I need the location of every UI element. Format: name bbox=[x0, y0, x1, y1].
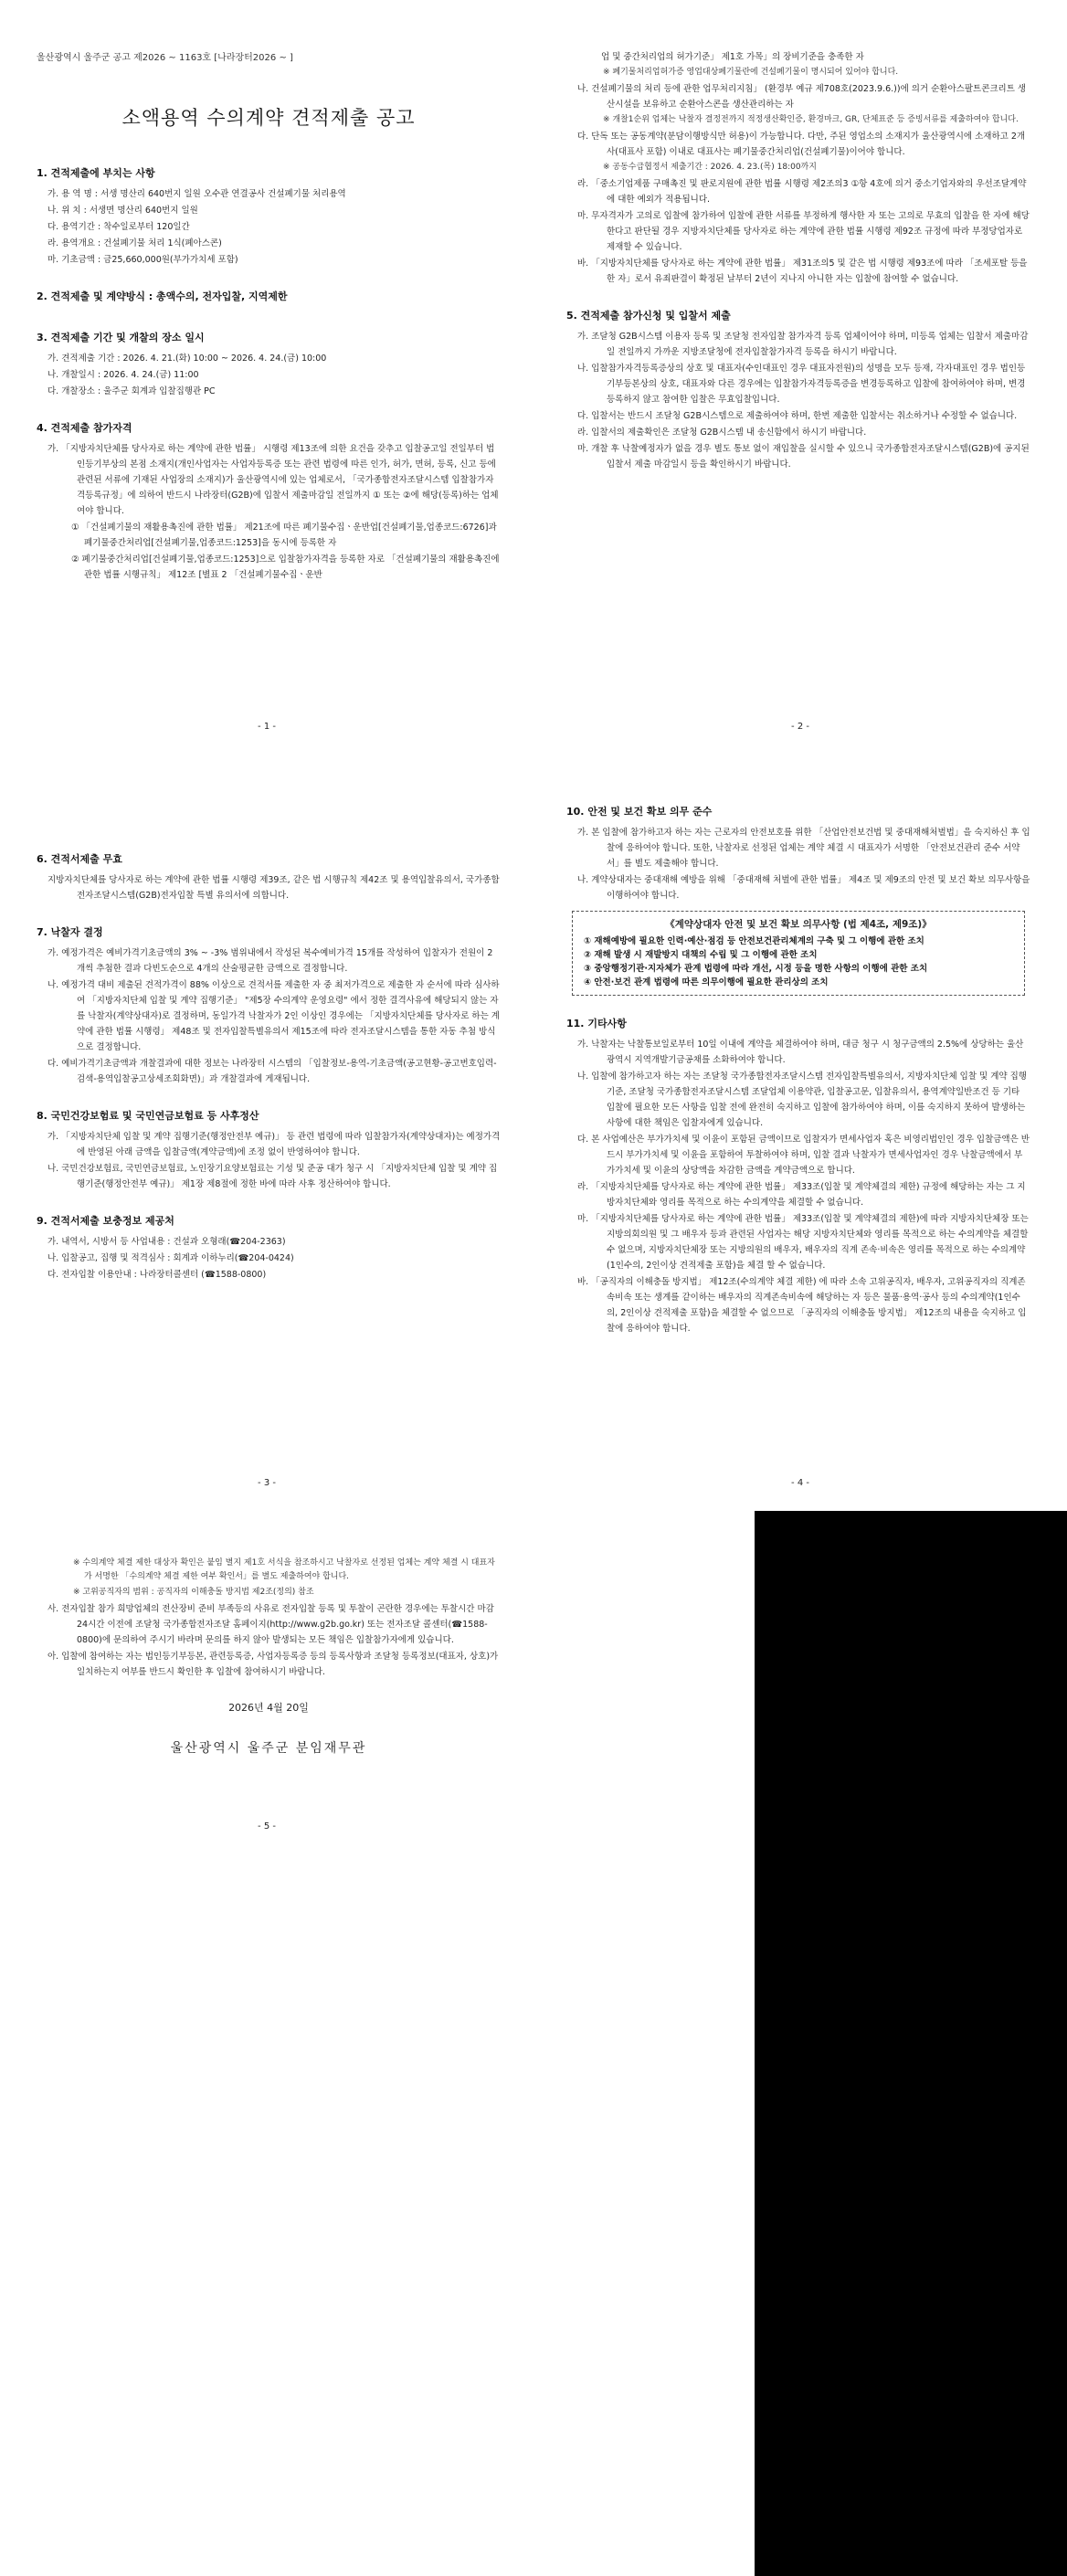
section-heading: 2. 견적제출 및 계약방식 : 총액수의, 전자입찰, 지역제한 bbox=[37, 290, 288, 302]
section-item: 다. 본 사업예산은 부가가치세 및 이윤이 포함된 금액이므로 입찰자가 면세사업자 혹은 비영리법인인 경우 입찰금액은 반드시 부가가치세 및 이윤을 포함하여 투찰하여야 하며, 입찰 결과 낙찰자가 면세사업자인 경우 낙찰금액에서 부가가치세 및 이윤의 상당액을 차감한 금액을 계약금액으로 합니다. bbox=[577, 1135, 1030, 1176]
section-item: 나. 입찰참가자격등록증상의 상호 및 대표자(수인대표인 경우 대표자전원)의 성명을 모두 등재, 각자대표인 경우 법인등기부등본상의 상호, 대표자와 다른 경우에는 입찰참가자격등록증을 변경등록하고 입찰에 참여하여야 하며, 변경등록하지 않고 참여한 입찰은 무효입찰입니다. bbox=[577, 364, 1026, 405]
section-item: 다. 입찰서는 반드시 조달청 G2B시스템으로 제출하여야 하며, 한번 제출한 입찰서는 취소하거나 수정할 수 없습니다. bbox=[577, 411, 1018, 421]
section-item: 지방자치단체를 당사자로 하는 계약에 관한 법률 시행령 제39조, 같은 법 시행규칙 제42조 및 용역입찰유의서, 국가종합전자조달시스템(G2B)전자입찰 특별 유의서에 의합니다. bbox=[48, 875, 500, 901]
document-page-5 bbox=[0, 1522, 534, 2576]
safety-obligations-box bbox=[572, 911, 1025, 996]
box-line: ③ 중앙행정기관·지자체가 관계 법령에 따라 개선, 시정 등을 명한 사항의 이행에 관한 조치 bbox=[584, 964, 928, 974]
section-heading: 5. 견적제출 참가신청 및 입찰서 제출 bbox=[566, 310, 731, 322]
section-item: 다. 예비가격기초금액과 개찰결과에 대한 정보는 나라장터 시스템의 「입찰정보-용역-기초금액(공고현황-공고번호입력-검색-용역입찰공고상세조회화면)」과 개찰결과에 게재됩니다. bbox=[48, 1059, 497, 1084]
section-item: 아. 입찰에 참여하는 자는 법인등기부등본, 관련등록증, 사업자등록증 등의 등록사항과 조달청 등록정보(대표자, 상호)가 일치하는지 여부를 반드시 확인한 후 입찰에 참여하시기 바랍니다. bbox=[48, 1652, 499, 1677]
section-subitem: ① 「건설폐기물의 재활용촉진에 관한 법률」 제21조에 따른 폐기물수집ㆍ운반업[건설폐기물,업종코드:6726]과 폐기물중간처리업[건설폐기물,업종코드:1253]을 동시에 등록한 자 bbox=[71, 523, 497, 548]
section-item: 바. 「지방자치단체를 당사자로 하는 계약에 관한 법률」 제31조의5 및 같은 법 시행령 제93조에 따라 「조세포탈 등을 한 자」로서 유죄판결이 확정된 날부터 2년이 지나지 아니한 자는 입찰에 참여할 수 없습니다. bbox=[577, 259, 1028, 284]
section-item: 바. 「공직자의 이해충돌 방지법」 제12조(수의계약 체결 제한) 에 따라 소속 고위공직자, 배우자, 고위공직자의 직계존속비속 또는 생계를 같이하는 배우자의 직계존속비속에 해당하는 자 등은 물품·용역·공사 등의 수의계약(1인수의, 2인이상 견적제출 포함)을 체결할 수 없으므로 「공직자의 이해충돌 방지법」 제12조의 내용을 숙지하고 입찰에 응하여야 합니다. bbox=[577, 1277, 1027, 1334]
section-heading: 11. 기타사항 bbox=[566, 1018, 627, 1029]
section-item: 라. 「지방자치단체를 당사자로 하는 계약에 관한 법률」 제33조(입찰 및 계약체결의 제한) 규정에 해당하는 자는 그 지방자치단체와 영리를 목적으로 하는 수의계약을 체결할 수 없습니다. bbox=[577, 1182, 1026, 1208]
section-item: 라. 용역개요 : 건설폐기물 처리 1식(폐아스콘) bbox=[48, 238, 222, 248]
section-heading: 10. 안전 및 보건 확보 의무 준수 bbox=[566, 806, 713, 818]
empty-area bbox=[755, 1511, 1067, 2576]
section-item: 마. 기초금액 : 금25,660,000원(부가가치세 포함) bbox=[48, 255, 238, 265]
section-subitem: 업 및 중간처리업의 허가기준」 제1호 가목」의 장비기준을 충족한 자 bbox=[601, 52, 864, 62]
section-item: 마. 「지방자치단체를 당사자로 하는 계약에 관한 법률」 제33조(입찰 및 계약체결의 제한)에 따라 지방자치단체장 또는 지방의회의원 및 그 배우자 등과 관련된 사업자는 해당 지방자치단체와 영리를 목적으로 하는 수의계약을 체결할 수 없으며, 지방자치단체장 또는 지방의원의 배우자, 배우자의 직계 존속·비속은 영리를 목적으로 하는 수의계약(1인수의, 2인이상 견적제출 포함)을 체결 할 수 없습니다. bbox=[577, 1214, 1029, 1271]
section-item: 사. 전자입찰 참가 희망업체의 전산장비 준비 부족등의 사유로 전자입찰 등록 및 투찰이 곤란한 경우에는 투찰시간 마감 24시간 이전에 조달청 국가종합전자조달 홈페이지(http://www.g2b.go.kr) 또는 전자조달 콜센터(☎1588-0800)에 문의하여 주시기 바라며 문의를 하지 않아 발생되는 모든 책임은 입찰참가자에게 있습니다. bbox=[48, 1604, 494, 1645]
section-item: 가. 용 역 명 : 서생 명산리 640번지 일원 오수관 연결공사 건설폐기물 처리용역 bbox=[48, 189, 346, 199]
section-heading: 3. 견적제출 기간 및 개찰의 장소 일시 bbox=[37, 332, 205, 343]
document-page-3 bbox=[0, 804, 534, 1522]
page-number: - 1 - bbox=[258, 722, 276, 732]
section-item: 마. 무자격자가 고의로 입찰에 참가하여 입찰에 관한 서류를 부정하게 행사한 자 또는 고의로 무효의 입찰을 한 자에 해당한다고 판단될 경우 지방자치단체를 당사자로 하는 계약에 관한 법률 시행령 제92조 규정에 따라 부정당업자로 제재할 수 있습니다. bbox=[577, 211, 1030, 252]
section-item: 다. 개찰장소 : 울주군 회계과 입찰집행관 PC bbox=[48, 386, 216, 396]
section-item: 나. 국민건강보험료, 국민연금보험료, 노인장기요양보험료는 기성 및 준공 대가 청구 시 「지방자치단체 입찰 및 계약 집행기준(행정안전부 예규)」 제1장 제8절에 정한 바에 따라 사후 정산하여야 합니다. bbox=[48, 1164, 498, 1189]
section-item: 가. 「지방자치단체를 당사자로 하는 계약에 관한 법률」 시행령 제13조에 의한 요건을 갖추고 입찰공고일 전일부터 법인등기부상의 본점 소재지(개인사업자는 사업자등록증 또는 관련 법령에 따른 인가, 허가, 면허, 등록, 신고 등에 관련된 서류에 기재된 사업장의 소재지)가 울산광역시에 있는 업체로서, 「국가종합전자조달시스템 입찰참가자격등록규정」에 의하여 반드시 나라장터(G2B)에 입찰서 제출마감일 전일까지 ① 또는 ②에 해당(등록)하는 업체여야 합니다. bbox=[48, 444, 499, 516]
section-item: 가. 「지방자치단체 입찰 및 계약 집행기준(행정안전부 예규)」 등 관련 법령에 따라 입찰참가자(계약상대자)는 예정가격에 반영된 아래 금액을 입찰금액(계약금액)에 조정 없이 반영하여야 합니다. bbox=[48, 1132, 501, 1157]
document-page-2 bbox=[534, 0, 1067, 751]
section-heading: 4. 견적제출 참가자격 bbox=[37, 422, 132, 434]
section-item: 라. 입찰서의 제출확인은 조달청 G2B시스템 내 송신함에서 하시기 바랍니다. bbox=[577, 428, 867, 438]
section-item: 나. 건설폐기물의 처리 등에 관한 업무처리지침」 (환경부 예규 제708호(2023.9.6.))에 의거 순환아스팔트콘크리트 생산시설을 보유하고 순환아스콘을 생산관리하는 자 bbox=[577, 84, 1027, 110]
section-item: 다. 전자입찰 이용안내 : 나라장터콜센터 (☎1588-0800) bbox=[48, 1270, 267, 1280]
section-item: 나. 예정가격 대비 제출된 견적가격이 88% 이상으로 견적서를 제출한 자 중 최저가격으로 제출한 자 순서에 따라 심사하여 「지방자치단체 입찰 및 계약 집행기준」 "제5장 수의계약 운영요령" 에서 정한 결격사유에 해당되지 않는 자를 낙찰자(계약상대자)로 결정하며, 동일가격 낙찰자가 2인 이상인 경우에는 「지방자치단체를 당사자로 하는 계약에 관한 법률 시행령」 제48조 및 전자입찰특별유의서 제15조에 따라 전자조달시스템을 통한 자동 추첨 방식으로 결정합니다. bbox=[48, 980, 500, 1052]
document-title: 소액용역 수의계약 견적제출 공고 bbox=[121, 107, 416, 129]
section-heading: 7. 낙찰자 결정 bbox=[37, 926, 103, 938]
notice-header: 울산광역시 울주군 공고 제2026 ~ 1163호 [나라장터2026 ~ ] bbox=[37, 53, 293, 63]
section-item: 나. 입찰공고, 집행 및 적격심사 : 회계과 이하누리(☎204-0424) bbox=[48, 1253, 294, 1263]
box-line: ① 재해예방에 필요한 인력·예산·점검 등 안전보건관리체계의 구축 및 그 이행에 관한 조치 bbox=[584, 936, 924, 946]
section-heading: 6. 견적서제출 무효 bbox=[37, 853, 122, 865]
section-item: 라. 「중소기업제품 구매촉진 및 판로지원에 관한 법률 시행령 제2조의3 ①항 4호에 의거 중소기업자와의 우선조달계약에 대한 예외가 적용됩니다. bbox=[577, 179, 1027, 205]
section-heading: 1. 견적제출에 부치는 사항 bbox=[37, 167, 155, 179]
section-item: 나. 위 치 : 서생면 명산리 640번지 일원 bbox=[48, 206, 198, 216]
box-line: ② 재해 발생 시 재발방지 대책의 수립 및 그 이행에 관한 조치 bbox=[584, 950, 818, 960]
page-number: - 4 - bbox=[791, 1478, 809, 1488]
section-item: 나. 입찰에 참가하고자 하는 자는 조달청 국가종합전자조달시스템 전자입찰특별유의서, 지방자치단체 입찰 및 계약 집행기준, 조달청 국가종합전자조달시스템 조달업체 이용약관, 입찰공고문, 입찰유의서, 용역계약일반조건 등 기타 입찰에 필요한 모든 사항을 입찰 전에 완전히 숙지하고 입찰에 참가하여야 하며, 이를 숙지하지 못하여 발생하는 사항에 대한 책임은 입찰자에게 있습니다. bbox=[577, 1072, 1027, 1128]
section-item: 마. 개찰 후 낙찰예정자가 없을 경우 별도 통보 없이 재입찰을 실시할 수 있으니 국가종합전자조달시스템(G2B)에 공지된 입찰서 제출 마감일시 등을 확인하시기 바랍니다. bbox=[577, 444, 1030, 470]
page-number: - 5 - bbox=[258, 1821, 276, 1832]
section-heading: 8. 국민건강보험료 및 국민연금보험료 등 사후정산 bbox=[37, 1110, 259, 1122]
note: ※ 폐기물처리업허가증 영업대상폐기물란에 건설폐기물이 명시되어 있어야 합니다. bbox=[603, 68, 899, 77]
section-item: 다. 용역기간 : 착수일로부터 120일간 bbox=[48, 222, 190, 232]
note: ※ 고위공직자의 범위 : 공직자의 이해충돌 방지법 제2조(정의) 참조 bbox=[73, 1588, 314, 1597]
section-item: 가. 견적제출 기간 : 2026. 4. 21.(화) 10:00 ~ 2026. 4. 24.(금) 10:00 bbox=[48, 354, 327, 364]
section-item: 가. 내역서, 시방서 등 사업내용 : 건설과 오형래(☎204-2363) bbox=[48, 1237, 286, 1247]
section-item: 다. 단독 또는 공동계약(분담이행방식만 허용)이 가능합니다. 다만, 주된 영업소의 소재지가 울산광역시에 소재하고 2개사(대표사 포함) 이내로 대표사는 폐기물중간처리업(건설폐기물)이어야 합니다. bbox=[577, 132, 1026, 157]
section-item: 가. 낙찰자는 낙찰통보일로부터 10일 이내에 계약을 체결하여야 하며, 대금 청구 시 청구금액의 2.5%에 상당하는 울산광역시 지역개발기금공채를 소화하여야 합니다. bbox=[577, 1040, 1024, 1065]
note: ※ 공동수급협정서 제출기간 : 2026. 4. 23.(목) 18:00까지 bbox=[603, 163, 817, 172]
document-page-1 bbox=[0, 0, 534, 751]
issuing-agency: 울산광역시 울주군 분임재무관 bbox=[170, 1741, 367, 1756]
note: ※ 수의계약 체결 제한 대상자 확인은 붙임 별지 제1호 서식을 참조하시고 낙찰자로 선정된 업체는 계약 체결 시 대표자가 서명한 「수의계약 체결 제한 여부 확인서」를 별도 제출하여야 합니다. bbox=[73, 1558, 495, 1581]
page-number: - 2 - bbox=[791, 722, 809, 732]
section-item: 가. 본 입찰에 참가하고자 하는 자는 근로자의 안전보호를 위한 「산업안전보건법 및 중대재해처벌법」을 숙지하신 후 입찰에 응하여야 합니다. 또한, 낙찰자로 선정된 업체는 계약 체결 시 대표자가 서명한 「안전보건관리 준수 서약서」를 별도 제출해야 합니다. bbox=[577, 828, 1030, 869]
section-item: 가. 조달청 G2B시스템 이용자 등록 및 조달청 전자입찰 참가자격 등록 업체이어야 하며, 미등록 업체는 입찰서 제출마감일 전일까지 가까운 지방조달청에 전자입찰참가자격 등록을 하시기 바랍니다. bbox=[577, 332, 1029, 357]
box-line: ④ 안전·보건 관계 법령에 따른 의무이행에 필요한 관리상의 조치 bbox=[584, 977, 829, 987]
box-title: 《계약상대자 안전 및 보건 확보 의무사항 (법 제4조, 제9조)》 bbox=[665, 919, 932, 930]
note: ※ 개찰1순위 업체는 낙찰자 결정전까지 적정생산확인증, 환경마크, GR, 단체표준 등 증빙서류를 제출하여야 합니다. bbox=[603, 115, 1019, 124]
section-item: 가. 예정가격은 예비가격기초금액의 3% ~ -3% 범위내에서 작성된 복수예비가격 15개를 작성하여 입찰자가 전원이 2개씩 추첨한 결과 다빈도순으로 4개의 산술평균한 금액으로 결정합니다. bbox=[48, 948, 493, 974]
section-heading: 9. 견적서제출 보충정보 제공처 bbox=[37, 1215, 174, 1227]
section-item: 나. 개찰일시 : 2026. 4. 24.(금) 11:00 bbox=[48, 370, 199, 380]
notice-date: 2026년 4월 20일 bbox=[228, 1702, 309, 1714]
section-subitem: ② 폐기물중간처리업[건설폐기물,업종코드:1253]으로 입찰참가자격을 등록한 자로 「건설폐기물의 재활용촉진에 관한 법률 시행규칙」 제12조 [별표 2 「건설폐기물수집ㆍ운반 bbox=[71, 554, 500, 580]
section-item: 나. 계약상대자는 중대재해 예방을 위해 「중대재해 처벌에 관한 법률」 제4조 및 제9조의 안전 및 보건 확보 의무사항을 이행하여야 합니다. bbox=[577, 875, 1030, 901]
document-page-4 bbox=[534, 804, 1067, 1522]
page-number: - 3 - bbox=[258, 1478, 276, 1488]
